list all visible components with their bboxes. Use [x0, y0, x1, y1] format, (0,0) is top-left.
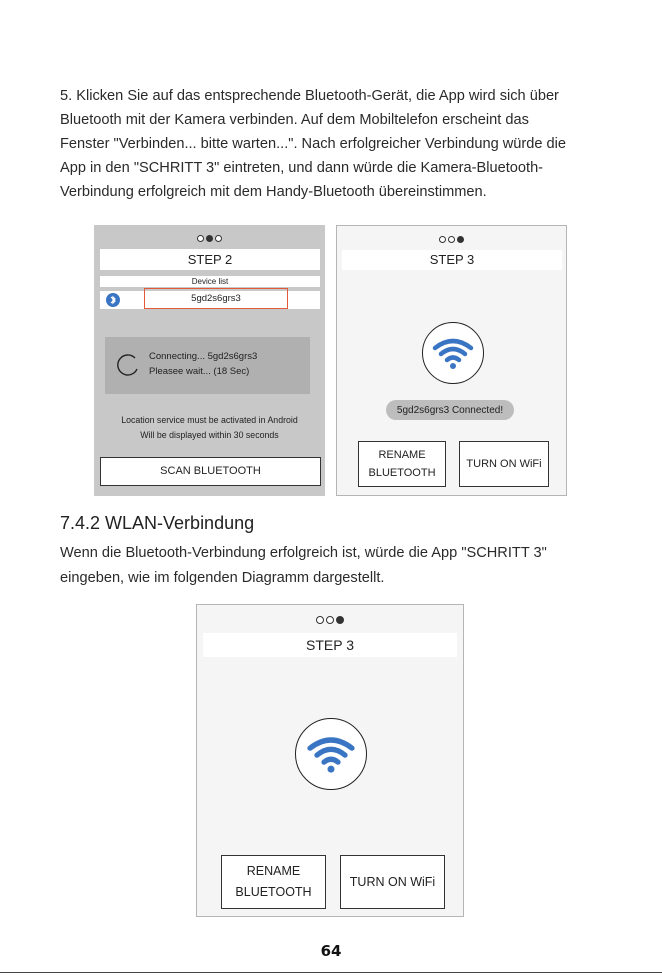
page-dot [197, 235, 204, 242]
intro-line: Bluetooth mit der Kamera verbinden. Auf dem Mobiltelefon erscheint das [60, 112, 529, 128]
intro-line: Fenster "Verbinden... bitte warten...". Nach erfolgreicher Verbindung würde die [60, 136, 567, 152]
intro-line: 5. Klicken Sie auf das entsprechende Bluetooth-Gerät, die App wird sich über [60, 88, 559, 104]
connecting-dialog [105, 337, 310, 394]
connected-badge: 5gd2s6grs3 Connected! [386, 400, 514, 420]
step-title: STEP 3 [342, 250, 562, 270]
turn-on-wifi-button[interactable]: TURN ON WiFi [459, 441, 549, 487]
device-name-highlight[interactable] [144, 288, 288, 309]
page-dot-active [457, 236, 464, 243]
section-line: Wenn die Bluetooth-Verbindung erfolgreich ist, würde die App "SCHRITT 3" [60, 545, 547, 561]
connecting-text: Connecting... 5gd2s6grs3 [149, 351, 258, 362]
page-dot-active [336, 616, 344, 624]
page-number: 64 [320, 942, 342, 960]
page-indicator [94, 235, 325, 242]
spinner-icon [115, 353, 141, 384]
location-line: Will be displayed within 30 seconds [140, 430, 279, 440]
bottom-rule [0, 972, 662, 973]
wifi-status [422, 322, 484, 384]
rename-bluetooth-button[interactable] [221, 855, 326, 909]
step-title: STEP 3 [203, 633, 457, 657]
rename-bluetooth-button[interactable] [358, 441, 446, 487]
section-line: eingeben, wie im folgenden Diagramm dargestellt. [60, 570, 385, 586]
rename-label: RENAME [378, 449, 426, 461]
wait-text: Pleasee wait... (18 Sec) [149, 366, 250, 377]
page-dot [326, 616, 334, 624]
device-list-label: Device list [100, 276, 320, 287]
location-notice [94, 413, 325, 443]
turn-on-wifi-button[interactable]: TURN ON WiFi [340, 855, 445, 909]
step3-screen-small [336, 225, 567, 496]
bluetooth-label: BLUETOOTH [235, 885, 312, 899]
page-dot [448, 236, 455, 243]
wifi-icon [431, 335, 475, 371]
intro-line: App in den "SCHRITT 3" eintreten, und dann würde die Kamera-Bluetooth- [60, 160, 544, 176]
wifi-status [295, 718, 367, 790]
page-dot [316, 616, 324, 624]
intro-line: Verbindung erfolgreich mit dem Handy-Bluetooth übereinstimmen. [60, 184, 487, 200]
page-indicator [197, 616, 463, 624]
device-name: 5gd2s6grs3 [191, 293, 241, 304]
wifi-icon [305, 733, 357, 775]
rename-label: RENAME [246, 864, 301, 878]
bluetooth-label: BLUETOOTH [368, 467, 436, 479]
bluetooth-icon [106, 293, 120, 307]
page-indicator [337, 236, 566, 243]
location-line: Location service must be activated in Android [121, 415, 298, 425]
step3-screen-large [196, 604, 464, 917]
page-dot [215, 235, 222, 242]
step2-screen [94, 225, 325, 496]
device-list-item[interactable] [100, 291, 320, 309]
section-heading: 7.4.2 WLAN-Verbindung [60, 513, 255, 533]
page-dot-active [206, 235, 213, 242]
step-title: STEP 2 [100, 249, 320, 270]
scan-bluetooth-button[interactable]: SCAN BLUETOOTH [100, 457, 321, 486]
page-dot [439, 236, 446, 243]
